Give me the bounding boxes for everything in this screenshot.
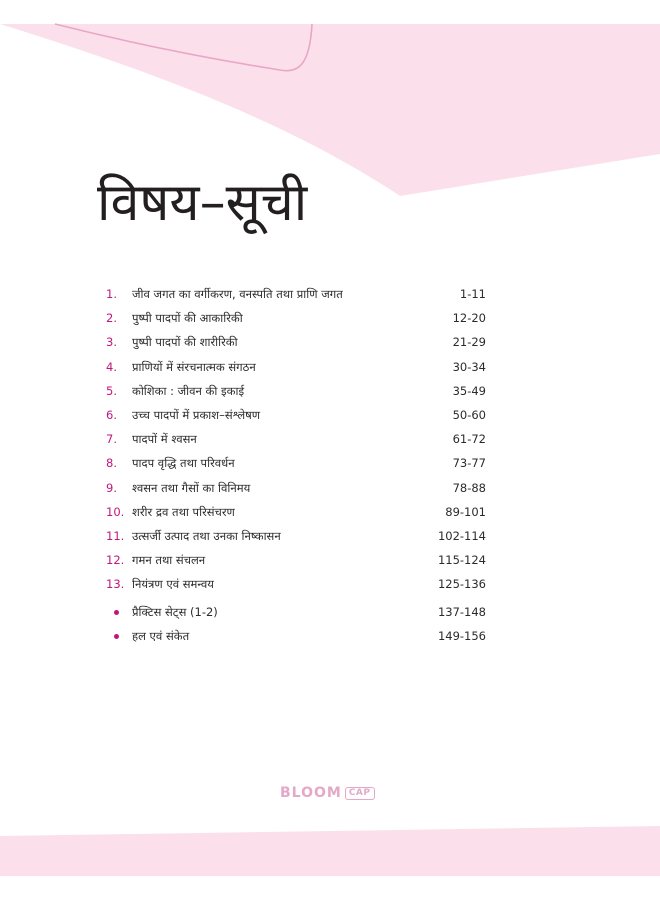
toc-entry-title: गमन तथा संचलन (132, 553, 206, 568)
toc-entry (106, 306, 486, 330)
toc-entry (106, 330, 486, 354)
toc-entry (106, 476, 486, 500)
toc-entry-pages: 1-11 (459, 287, 486, 301)
toc-entry (106, 427, 486, 451)
table-of-contents (106, 282, 486, 596)
publisher-logo (280, 784, 375, 802)
toc-entry-pages: 30-34 (452, 359, 486, 374)
toc-entry-pages: 21-29 (452, 335, 486, 350)
toc-entry (106, 379, 486, 403)
logo-brand: BLOOM (280, 785, 342, 801)
extra-entry (106, 600, 486, 624)
toc-entry-number: 13. (106, 577, 125, 592)
toc-entry-title: नियंत्रण एवं समन्वय (132, 577, 214, 592)
toc-entry (106, 451, 486, 475)
toc-entry-title: जीव जगत का वर्गीकरण, वनस्पति तथा प्राणि जगत (132, 287, 343, 301)
bullet-icon (114, 610, 119, 615)
toc-entry (106, 403, 486, 427)
toc-entry-pages: 78-88 (452, 480, 486, 495)
toc-entry-pages: 125-136 (437, 577, 486, 592)
toc-entry-number: 6. (106, 407, 117, 422)
toc-entry (106, 355, 486, 379)
toc-entry (106, 282, 486, 306)
toc-entry-number: 7. (106, 432, 117, 447)
toc-entry-title: पादप वृद्धि तथा परिवर्धन (132, 456, 235, 471)
toc-entry-number: 2. (106, 311, 117, 326)
bullet-icon (114, 634, 119, 639)
page-title: विषय–सूची (97, 173, 308, 233)
toc-entry-title: पुष्पी पादपों की आकारिकी (132, 311, 243, 326)
toc-entry-title: पादपों में श्वसन (132, 432, 197, 447)
toc-entry-title: पुष्पी पादपों की शारीरिकी (132, 335, 238, 350)
toc-entry-title: कोशिका : जीवन की इकाई (132, 383, 245, 398)
toc-entry-number: 11. (106, 528, 125, 543)
extra-entry-title: हल एवं संकेत (132, 629, 190, 644)
toc-entry (106, 524, 486, 548)
toc-entry-title: उत्सर्जी उत्पाद तथा उनका निष्कासन (132, 528, 281, 543)
extra-entry-pages: 137-148 (437, 605, 486, 619)
toc-entry-number: 12. (106, 553, 125, 568)
toc-entry-pages: 50-60 (452, 407, 486, 422)
toc-entry-title: उच्च पादपों में प्रकाश–संश्लेषण (132, 407, 261, 422)
toc-entry-number: 4. (106, 359, 117, 374)
toc-entry-pages: 73-77 (452, 456, 486, 471)
extras-list (106, 600, 486, 648)
extra-entry-title: प्रैक्टिस सेट्स (1-2) (132, 605, 218, 619)
extra-entry (106, 624, 486, 648)
toc-entry-pages: 89-101 (445, 504, 486, 519)
toc-entry (106, 572, 486, 596)
toc-entry-number: 10. (106, 504, 125, 519)
logo-tag: CAP (345, 787, 375, 800)
toc-entry-title: प्राणियों में संरचनात्मक संगठन (132, 359, 256, 374)
toc-entry-pages: 115-124 (437, 553, 486, 568)
toc-entry-number: 3. (106, 335, 117, 350)
toc-entry-pages: 102-114 (437, 528, 486, 543)
toc-entry-title: शरीर द्रव तथा परिसंचरण (132, 504, 235, 519)
toc-entry-pages: 12-20 (452, 311, 486, 326)
toc-entry-number: 5. (106, 383, 117, 398)
toc-entry-number: 1. (106, 287, 117, 301)
toc-entry-pages: 61-72 (452, 432, 486, 447)
toc-entry-title: श्वसन तथा गैसों का विनिमय (132, 480, 251, 495)
toc-entry-number: 8. (106, 456, 117, 471)
toc-entry-pages: 35-49 (452, 383, 486, 398)
toc-entry (106, 500, 486, 524)
toc-entry-number: 9. (106, 480, 117, 495)
extra-entry-pages: 149-156 (437, 629, 486, 644)
toc-entry (106, 548, 486, 572)
